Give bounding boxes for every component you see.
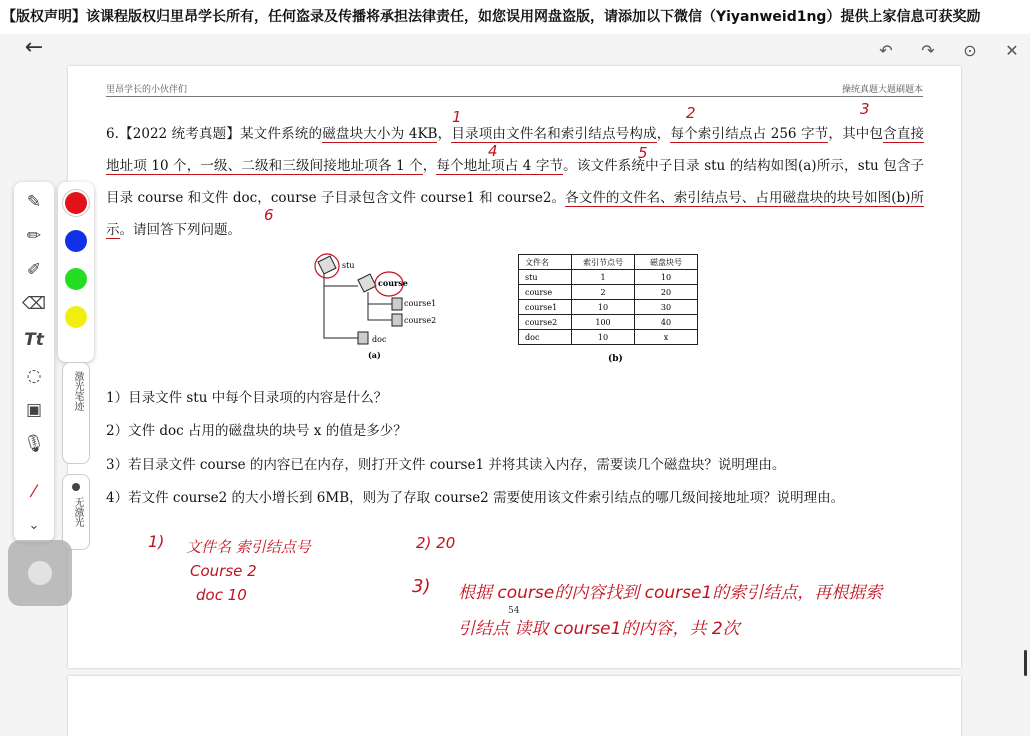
hw-mark: 4 [488, 142, 498, 160]
chevron-down-icon[interactable]: ⌄ [28, 518, 40, 533]
hw-mark: 1 [452, 108, 462, 126]
hw-mark: 3 [860, 100, 870, 118]
table-header: 磁盘块号 [635, 255, 698, 270]
arrow-left-icon: ← [24, 35, 44, 60]
table-header-row [519, 255, 698, 270]
table-row [519, 270, 698, 285]
q-underlined: 磁盘块大小为 4KB [322, 126, 438, 142]
question-text [106, 118, 924, 246]
color-yellow-swatch[interactable] [65, 306, 87, 328]
annotation-toolbar [14, 182, 54, 542]
table-cell: 10 [572, 300, 635, 315]
tree-course2-label: course2 [404, 316, 437, 325]
laser-dot-icon [72, 483, 80, 491]
table-cell: 30 [635, 300, 698, 315]
text-icon[interactable]: Tt [24, 330, 44, 350]
table-header: 索引节点号 [572, 255, 635, 270]
q-underlined: 每个索引结点占 256 字节 [670, 126, 829, 142]
hw-answer-3-number: 3) [412, 576, 431, 597]
tree-caption: (a) [368, 350, 381, 360]
next-page [68, 676, 961, 736]
hw-answer-1-row-2: doc 10 [196, 586, 247, 604]
laser-pointer-icon[interactable]: ⁄ [32, 482, 36, 502]
table-cell: 2 [572, 285, 635, 300]
page-number: 54 [508, 606, 520, 616]
top-toolbar [876, 36, 1022, 64]
undo-icon[interactable]: ↶ [879, 40, 893, 60]
page-header-right: 操统真题大题刷题本 [841, 85, 923, 95]
scrollbar-thumb[interactable] [1024, 650, 1027, 676]
directory-tree-figure [308, 250, 448, 360]
q-underlined: 目录项由文件名和索引结点号构成 [451, 126, 657, 142]
hw-mark: 5 [638, 144, 648, 162]
eraser-icon[interactable]: ⌫ [22, 294, 47, 314]
table-row [519, 315, 698, 330]
table-cell: 10 [572, 330, 635, 345]
assistive-dot-icon [28, 561, 52, 585]
q-text-part: 。该文件系统中子目录 stu 的结构如图(a)所示，stu 包含子目录 course 和文件 doc，course 子目录包含文件 course1 和 course2。 [106, 158, 925, 206]
q-text-part: ， [437, 126, 452, 142]
sub-question-1: 1）目录文件 stu 中每个目录项的内容是什么？ [106, 390, 388, 406]
table-cell: course [519, 285, 572, 300]
no-laser-label: 无激光 [72, 497, 83, 527]
tree-stu-label: stu [342, 261, 355, 270]
sub-question-3: 3）若目录文件 course 的内容已在内存，则打开文件 course1 并将其读入内存，需要读几个磁盘块？说明理由。 [106, 457, 786, 473]
table-cell: 10 [635, 270, 698, 285]
sub-question-4: 4）若文件 course2 的大小增长到 6MB，则为了存取 course2 需要使用该文件索引结点的哪几级间接地址项？说明理由。 [106, 490, 845, 506]
q-underlined: 每个地址项占 4 字节 [436, 158, 564, 174]
q-text-part: 某文件系统的 [240, 126, 323, 142]
table-row [519, 285, 698, 300]
table-cell: course2 [519, 315, 572, 330]
table-cell: stu [519, 270, 572, 285]
q-text-part: ，其中包 [828, 126, 884, 142]
pencil-icon[interactable]: ✏ [26, 226, 42, 246]
tree-course-label: course [378, 278, 408, 288]
hw-answer-3-line-2: 引结点 读取 course1的内容，共 2次 [458, 619, 740, 639]
hw-answer-1-header: 文件名 索引结点号 [186, 538, 311, 556]
table-cell: 40 [635, 315, 698, 330]
table-cell: 100 [572, 315, 635, 330]
mic-icon[interactable]: 🎙 [23, 434, 45, 454]
question-year: 【2022 统考真题】 [118, 126, 241, 142]
q-underlined: 各文件的文件名、索引结点号、占用磁盘块的块号如图(b)所示 [106, 190, 924, 238]
hw-answer-1-number: 1) [148, 532, 165, 551]
table-row [519, 300, 698, 315]
color-palette [58, 182, 94, 362]
laser-trail-toggle[interactable] [62, 362, 90, 464]
image-icon[interactable]: ▣ [25, 400, 43, 420]
table-cell: doc [519, 330, 572, 345]
close-icon[interactable]: ✕ [1005, 40, 1019, 60]
laser-trail-label: 激光笔迹 [72, 371, 83, 411]
redo-icon[interactable]: ↷ [921, 40, 935, 60]
color-blue-swatch[interactable] [65, 230, 87, 252]
color-red-swatch[interactable] [65, 192, 87, 214]
back-button[interactable] [22, 36, 46, 60]
q-text-part: ， [656, 126, 671, 142]
lasso-icon[interactable]: ◌ [26, 366, 42, 386]
copyright-banner: 【版权声明】该课程版权归里昂学长所有，任何盗录及传播将承担法律责任，如您误用网盘盗版，请添加以下微信（Yiyanweid1ng）提供上家信息可获奖励 [0, 0, 1030, 34]
question-number: 6. [106, 126, 119, 142]
table-cell: x [635, 330, 698, 345]
hw-mark: 2 [686, 104, 696, 122]
tree-doc-label: doc [372, 335, 387, 344]
table-header: 文件名 [519, 255, 572, 270]
folder-course-icon [358, 274, 376, 292]
page-header-left: 里昂学长的小伙伴们 [106, 85, 188, 95]
more-icon[interactable]: ⊙ [963, 40, 977, 60]
q-underlined: 含直接地址项 10 个，一级、二级和三级间接地址项各 1 个 [106, 126, 925, 174]
hw-answer-1-row-1: Course 2 [190, 562, 257, 580]
sub-question-2: 2）文件 doc 占用的磁盘块的块号 x 的值是多少？ [106, 423, 407, 439]
folder-stu-icon [318, 256, 336, 274]
table-cell: 20 [635, 285, 698, 300]
table-caption: (b) [608, 354, 623, 364]
pen-icon[interactable]: ✎ [26, 192, 42, 212]
floating-assistive-button[interactable] [8, 540, 72, 606]
highlighter-icon[interactable]: ✐ [26, 260, 42, 280]
hw-mark: 6 [264, 206, 274, 224]
table-cell: course1 [519, 300, 572, 315]
tree-course1-label: course1 [404, 299, 437, 308]
header-divider [106, 96, 923, 97]
document-page [68, 66, 961, 668]
table-row [519, 330, 698, 345]
q-text-part: 。请回答下列问题。 [119, 222, 241, 238]
file-table [518, 254, 698, 345]
q-text-part: ， [422, 158, 437, 174]
hw-answer-3-line-1: 根据 course的内容找到 course1的索引结点，再根据索 [458, 583, 883, 603]
no-laser-toggle[interactable] [62, 474, 90, 550]
hw-answer-2: 2) 20 [416, 534, 456, 552]
table-cell: 1 [572, 270, 635, 285]
color-green-swatch[interactable] [65, 268, 87, 290]
